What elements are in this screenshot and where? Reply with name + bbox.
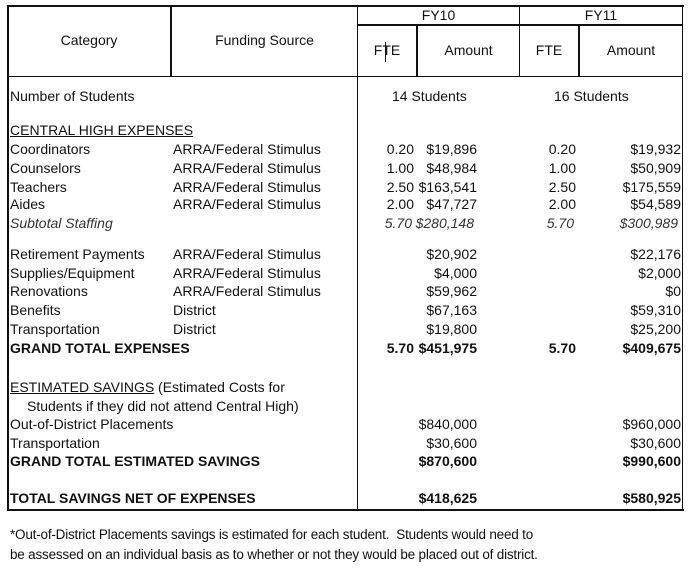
row-amount-fy11: $25,200: [630, 321, 681, 337]
row-funding: ARRA/Federal Stimulus: [173, 283, 321, 299]
table-row: [10, 434, 682, 452]
row-funding: ARRA/Federal Stimulus: [173, 196, 321, 212]
table-row: [10, 320, 682, 338]
row-fte-fy11: 1.00: [548, 160, 576, 176]
header-fy11: FY11: [584, 7, 618, 23]
subtotal-label: Subtotal Staffing: [10, 215, 113, 231]
grand-total-amount-fy11: $409,675: [622, 340, 681, 356]
table-left-border: [7, 5, 9, 511]
grand-total-savings-fy10: $870,600: [418, 453, 477, 469]
grand-total-expenses-row: [10, 339, 682, 357]
table-row: [10, 245, 682, 263]
row-category: Transportation: [10, 321, 100, 337]
table-row: [10, 282, 682, 300]
table-bottom-border: [7, 509, 684, 511]
grand-total-savings-label: GRAND TOTAL ESTIMATED SAVINGS: [10, 453, 260, 469]
row-fte-fy10: 2.50: [386, 179, 414, 195]
expenses-section-title: CENTRAL HIGH EXPENSES: [10, 122, 194, 138]
table-row: [10, 301, 682, 319]
row-amount-fy10: $47,727: [426, 196, 477, 212]
row-funding: ARRA/Federal Stimulus: [173, 265, 321, 281]
footnote-line-2: be assessed on an individual basis as to whether or not they would be placed out of district.: [10, 547, 538, 562]
expenses-section-title-row: [10, 121, 682, 139]
subtotal-fte-fy11: 5.70: [546, 215, 574, 231]
divider-fy-row: [357, 24, 683, 26]
row-funding: ARRA/Federal Stimulus: [173, 179, 321, 195]
row-funding: ARRA/Federal Stimulus: [173, 141, 321, 157]
row-amount-fy10: $840,000: [418, 416, 477, 432]
net-savings-label: TOTAL SAVINGS NET OF EXPENSES: [10, 490, 256, 506]
row-funding: ARRA/Federal Stimulus: [173, 246, 321, 262]
table-right-border: [682, 5, 683, 511]
footnote: [10, 525, 690, 565]
net-savings-row: [10, 489, 682, 507]
subtotal-amount-fy10: $280,148: [415, 215, 474, 231]
row-category: Transportation: [10, 435, 100, 451]
row-fte-fy11: 2.00: [548, 196, 576, 212]
grand-total-amount-fy10: $451,975: [418, 340, 477, 356]
savings-section-title-row: [10, 378, 682, 396]
net-savings-fy11: $580,925: [622, 490, 681, 506]
row-amount-fy11: $175,559: [622, 179, 681, 195]
savings-section-note-2: Students if they did not attend Central High): [27, 398, 299, 414]
row-amount-fy11: $960,000: [622, 416, 681, 432]
row-amount-fy11: $2,000: [638, 265, 681, 281]
row-amount-fy10: $19,896: [426, 141, 477, 157]
subtotal-row: [10, 214, 682, 232]
subtotal-fte-fy10: 5.70: [384, 215, 412, 231]
row-amount-fy10: $30,600: [426, 435, 477, 451]
row-fte-fy10: 2.00: [386, 196, 414, 212]
students-fy10: 14 Students: [392, 88, 467, 104]
students-label: Number of Students: [10, 88, 135, 104]
row-amount-fy11: $22,176: [630, 246, 681, 262]
row-funding: ARRA/Federal Stimulus: [173, 160, 321, 176]
row-category: Benefits: [10, 302, 61, 318]
row-funding: District: [173, 321, 216, 337]
savings-section-note-row: [10, 397, 682, 415]
savings-section-title: ESTIMATED SAVINGS: [10, 379, 155, 395]
header-fte-fy10: FTE: [373, 42, 401, 58]
table-row: [10, 178, 682, 196]
row-amount-fy11: $54,589: [630, 196, 681, 212]
savings-section-heading: [10, 378, 285, 396]
row-amount-fy10: $67,163: [426, 302, 477, 318]
grand-total-fte-fy10: 5.70: [386, 340, 414, 356]
header-amount-fy10: Amount: [444, 42, 493, 58]
row-category: Teachers: [10, 179, 67, 195]
row-fte-fy11: 0.20: [548, 141, 576, 157]
students-fy11: 16 Students: [554, 88, 629, 104]
row-amount-fy11: $0: [665, 283, 681, 299]
row-category: Coordinators: [10, 141, 91, 157]
row-category: Renovations: [10, 283, 88, 299]
row-amount-fy10: $59,962: [426, 283, 477, 299]
row-amount-fy10: $163,541: [418, 179, 477, 195]
header-fy10: FY10: [421, 7, 456, 23]
header-amount-fy11: Amount: [606, 42, 656, 58]
row-fte-fy11: 2.50: [548, 179, 576, 195]
header-category: Category: [60, 32, 118, 48]
row-category: Aides: [10, 196, 46, 212]
net-savings-fy10: $418,625: [418, 490, 477, 506]
savings-section-note: (Estimated Costs for: [154, 379, 285, 395]
row-category: Retirement Payments: [10, 246, 145, 262]
row-amount-fy11: $30,600: [630, 435, 681, 451]
grand-total-expenses-label: GRAND TOTAL EXPENSES: [10, 340, 190, 356]
row-fte-fy10: 1.00: [386, 160, 414, 176]
row-amount-fy10: $20,902: [426, 246, 477, 262]
footnote-line-1: *Out-of-District Placements savings is estimated for each student. Students would need to: [10, 527, 534, 542]
row-category: Out-of-District Placements: [10, 416, 174, 432]
row-amount-fy11: $59,310: [630, 302, 681, 318]
table-row: [10, 195, 682, 213]
row-funding: District: [173, 302, 216, 318]
header-fte-fy11: FTE: [535, 42, 563, 58]
grand-total-savings-fy11: $990,600: [622, 453, 681, 469]
row-category: Supplies/Equipment: [10, 265, 135, 281]
row-category: Counselors: [10, 160, 81, 176]
header-bottom-border: [7, 76, 683, 77]
row-amount-fy10: $19,800: [426, 321, 477, 337]
table-row: [10, 264, 682, 282]
table-row: [10, 140, 682, 158]
row-amount-fy10: $48,984: [426, 160, 477, 176]
row-fte-fy10: 0.20: [386, 141, 414, 157]
students-row: [10, 87, 682, 105]
table-row: [10, 159, 682, 177]
grand-total-savings-row: [10, 452, 682, 470]
row-amount-fy10: $4,000: [434, 265, 477, 281]
row-amount-fy11: $19,932: [630, 141, 681, 157]
table-row: [10, 415, 682, 433]
grand-total-fte-fy11: 5.70: [548, 340, 576, 356]
header-funding-source: Funding Source: [215, 32, 314, 48]
subtotal-amount-fy11: $300,989: [619, 215, 678, 231]
row-amount-fy11: $50,909: [630, 160, 681, 176]
